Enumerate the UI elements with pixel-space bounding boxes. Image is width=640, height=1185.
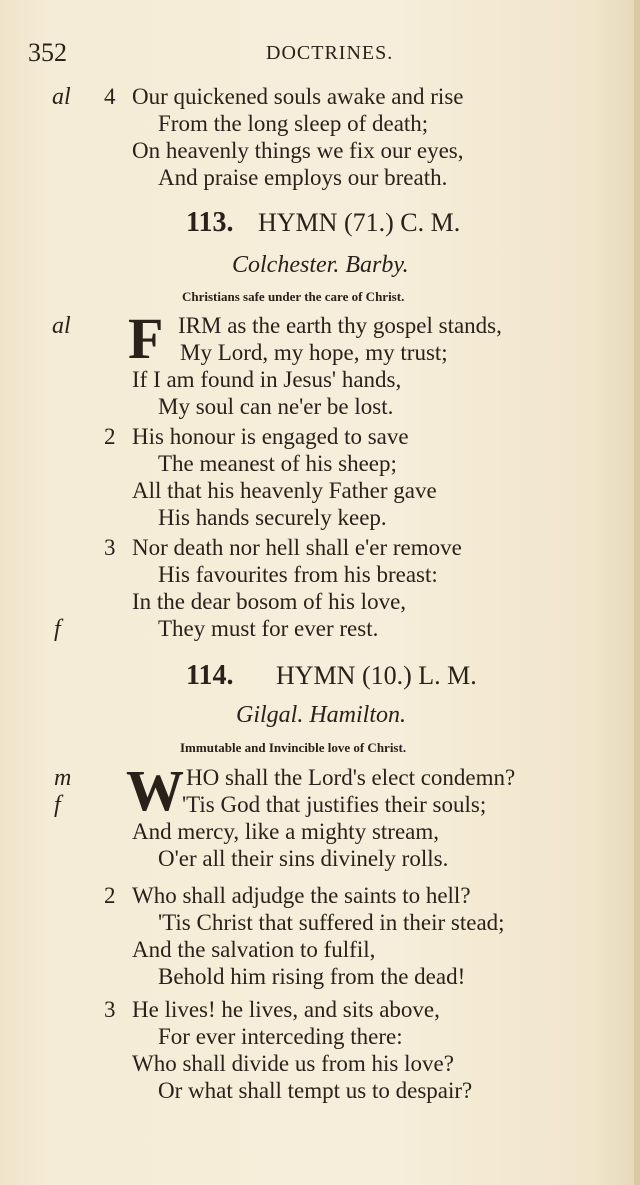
verse-line: Or what shall tempt us to despair? — [158, 1078, 473, 1103]
verse-line: And mercy, like a mighty stream, — [132, 819, 440, 844]
verse-line: Nor death nor hell shall e'er remove — [132, 535, 462, 560]
dynamic-mark: f — [54, 792, 61, 818]
hymn-heading: HYMN (10.) L. M. — [276, 661, 477, 690]
verse-line: Our quickened souls awake and rise — [132, 84, 464, 109]
verse-line: Behold him rising from the dead! — [158, 964, 466, 989]
running-title: DOCTRINES. — [266, 42, 394, 64]
verse-line: And praise employs our breath. — [158, 165, 448, 190]
verse-line: They must for ever rest. — [158, 616, 379, 641]
stanza-number: 2 — [104, 883, 116, 908]
verse-line: And the salvation to fulfil, — [132, 937, 376, 962]
tune-names: Colchester. Barby. — [232, 252, 409, 278]
stanza-number: 4 — [104, 84, 116, 109]
verse-line: 'Tis God that justifies their souls; — [182, 792, 487, 817]
verse-line: HO shall the Lord's elect condemn? — [186, 765, 516, 790]
verse-line: Who shall adjudge the saints to hell? — [132, 883, 471, 908]
dynamic-mark: m — [54, 765, 72, 791]
page-number: 352 — [28, 38, 67, 67]
verse-line: From the long sleep of death; — [158, 111, 429, 136]
drop-cap: W — [126, 758, 184, 823]
verse-line: Who shall divide us from his love? — [132, 1051, 454, 1076]
stanza-number: 3 — [104, 535, 116, 560]
verse-line: IRM as the earth thy gospel stands, — [178, 313, 502, 338]
hymn-subject: Christians safe under the care of Christ. — [182, 289, 405, 304]
hymn-number: 114. — [186, 660, 234, 691]
verse-line: His favourites from his breast: — [158, 562, 438, 587]
verse-line: O'er all their sins divinely rolls. — [158, 846, 449, 871]
stanza-number: 2 — [104, 424, 116, 449]
verse-line: My Lord, my hope, my trust; — [180, 340, 448, 365]
tune-names: Gilgal. Hamilton. — [236, 702, 407, 728]
hymn-heading: HYMN (71.) C. M. — [258, 208, 461, 237]
verse-line: In the dear bosom of his love, — [132, 589, 407, 614]
verse-line: The meanest of his sheep; — [158, 451, 397, 476]
dynamic-mark: al — [52, 84, 71, 110]
verse-line: If I am found in Jesus' hands, — [132, 367, 402, 392]
verse-line: His honour is engaged to save — [132, 424, 409, 449]
hymn-number: 113. — [186, 207, 234, 238]
verse-line: All that his heavenly Father gave — [132, 478, 437, 503]
stanza-number: 3 — [104, 997, 116, 1022]
verse-line: On heavenly things we fix our eyes, — [132, 138, 464, 163]
dynamic-mark: f — [54, 616, 61, 642]
hymn-subject: Immutable and Invincible love of Christ. — [180, 740, 407, 755]
verse-line: For ever interceding there: — [158, 1024, 403, 1049]
page-edge — [634, 0, 640, 1185]
verse-line: His hands securely keep. — [158, 505, 387, 530]
drop-cap: F — [128, 306, 164, 371]
dynamic-mark: al — [52, 313, 71, 339]
verse-line: 'Tis Christ that suffered in their stead; — [158, 910, 505, 935]
verse-line: He lives! he lives, and sits above, — [132, 997, 440, 1022]
verse-line: My soul can ne'er be lost. — [158, 394, 394, 419]
